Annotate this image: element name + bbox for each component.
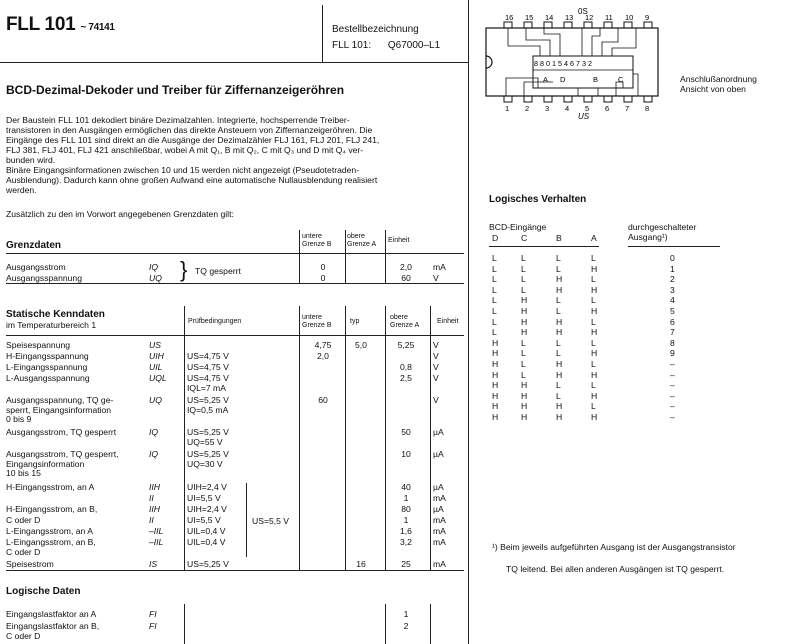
truth-title: Logisches Verhalten (489, 194, 587, 205)
static-cond-row (0, 362, 470, 373)
truth-output-cell: – (670, 359, 675, 369)
truth-input-cell: L (521, 337, 526, 348)
paragraph-line: FLJ 381, FLJ 401, FLJ 421 anschließbar, wobei A mit Q₁, B mit Q₂, C mit Q₃ und D mit Q₄ ver- (6, 145, 364, 155)
truth-output-cell: 3 (670, 284, 675, 295)
static-cell-sym: UIL (149, 362, 163, 372)
static-cell-max: 50 (401, 427, 411, 437)
static-cell-unit: µA (433, 449, 444, 459)
pin (584, 96, 592, 102)
static-cell-name: C oder D (6, 546, 41, 557)
limits-col-min-1: untere (302, 233, 322, 240)
pinout-inner-top: 8 8 0 1 5 4 6 7 3 2 (534, 59, 592, 68)
static-col-unit: Einheit (437, 318, 459, 325)
static-cell-name: Ausgangsspannung, TQ ge- (6, 395, 114, 405)
truth-header-out-2: Ausgang¹) (628, 232, 668, 242)
limits-col-max (347, 233, 376, 249)
paragraph-line: Binäre Eingangsinformationen zwischen 10 und 15 werden nicht angezeigt (Pseudotetraden- (6, 165, 360, 175)
pinout-diagram (478, 4, 668, 122)
static-cell-name: Ausgangsstrom, TQ gesperrt, (6, 449, 119, 459)
truth-output-cell: 0 (670, 253, 675, 263)
truth-input-cell: L (556, 295, 561, 306)
static-cell-sym: US (149, 340, 161, 350)
static-cell-cond: US=5,25 V (187, 395, 229, 405)
pin-number: 10 (625, 13, 634, 22)
static-cell-sym: IIH (149, 504, 160, 514)
truth-rule-in (489, 246, 599, 247)
truth-input-cell: L (492, 316, 497, 327)
static-cell-name: Speisestrom (6, 559, 54, 569)
logic-cell-name: Eingangslastfaktor an A (6, 609, 97, 619)
truth-input-cell: L (556, 263, 561, 274)
pin (504, 22, 512, 28)
pin (504, 96, 512, 102)
static-cell-unit: V (433, 373, 439, 383)
truth-input-cell: H (556, 359, 563, 369)
truth-input-cell: H (556, 316, 563, 327)
limits-brace: } (180, 257, 188, 282)
static-cell-max: 0,8 (400, 362, 412, 372)
paragraph-line: Der Baustein FLL 101 dekodiert binäre Dezimalzahlen. Integrierte, hochsperrende Treiber- (6, 115, 350, 125)
pin-number: 16 (505, 13, 514, 22)
static-cell-max: 40 (401, 482, 411, 492)
truth-input-cell: L (556, 390, 561, 401)
static-cell-max: 1,6 (400, 526, 412, 536)
static-cell-max: 80 (401, 504, 411, 514)
truth-output-cell: 9 (670, 348, 675, 359)
truth-input-cell: L (492, 263, 497, 274)
truth-input-cell: H (521, 316, 528, 327)
truth-col-D: D (492, 233, 499, 243)
pin (604, 22, 612, 28)
truth-input-cell: H (591, 306, 598, 316)
pinout-bottom-label: US (578, 112, 590, 121)
static-cond-row (0, 405, 470, 416)
truth-output-cell: 7 (670, 327, 675, 338)
truth-input-cell: L (521, 253, 526, 263)
pin-number: 14 (545, 13, 554, 22)
static-cell-cond: UIL=0,4 V (187, 537, 226, 547)
pin (544, 22, 552, 28)
truth-input-cell: H (492, 369, 499, 380)
logic-cell-sym: FI (149, 609, 157, 619)
static-title: Statische Kenndaten (6, 309, 105, 320)
static-cell-sym: IQ (149, 427, 159, 437)
limits-col-max-1: obere (347, 233, 365, 240)
truth-input-cell: H (591, 284, 598, 295)
static-cell-sym: IS (149, 559, 158, 569)
static-cell-unit: µA (433, 482, 444, 492)
logic-row (0, 631, 470, 642)
limits-cell-min: 0 (320, 262, 326, 272)
truth-input-cell: H (492, 348, 499, 359)
truth-input-cell: H (521, 412, 528, 422)
static-cell-cond: IQ=0,5 mA (187, 405, 229, 415)
logic-cell-max: 1 (403, 609, 409, 619)
footnote-line-1: ¹) Beim jeweils aufgeführten Ausgang ist der Ausgangstransistor (492, 542, 736, 552)
static-cell-sym: UIH (149, 351, 164, 361)
truth-input-cell: H (556, 369, 563, 380)
pin-number: 9 (645, 13, 650, 22)
part-number: FLL 101 (6, 14, 76, 35)
truth-input-cell: H (521, 306, 528, 316)
static-cond-row (0, 526, 470, 537)
static-cell-unit: mA (433, 537, 446, 547)
static-col-max-2: Grenze A (390, 322, 420, 329)
logic-cell-name: C oder D (6, 631, 41, 641)
truth-rule-out (628, 246, 720, 247)
truth-input-cell: H (521, 380, 528, 391)
static-cell-cond: US=4,75 V (187, 373, 229, 383)
paragraph-line: bunden wird. (6, 155, 56, 165)
truth-input-cell: H (556, 274, 563, 285)
limits-condition: TQ gesperrt (195, 266, 241, 276)
truth-col-C: C (521, 233, 528, 243)
static-cell-unit: mA (433, 559, 446, 569)
static-cell-name: Eingangsinformation (6, 458, 85, 469)
static-cell-cond: UIH=2,4 V (187, 504, 227, 514)
static-cell-max: 1 (403, 493, 409, 503)
pin (584, 22, 592, 28)
static-cell-cond: US=4,75 V (187, 362, 229, 372)
static-cell-name: L-Eingangsspannung (6, 362, 88, 372)
static-cell-cond: UIL=0,4 V (187, 526, 226, 536)
limits-cell-max: 2,0 (400, 262, 412, 272)
truth-output-cell: – (670, 412, 675, 422)
truth-output-cell: 8 (670, 337, 675, 348)
truth-input-cell: H (591, 369, 598, 380)
pin-number: 11 (605, 13, 613, 22)
pin-number: 12 (585, 13, 594, 22)
truth-input-cell: L (492, 327, 497, 338)
static-col-typ: typ (350, 318, 360, 325)
static-cell-cond: UI=5,5 V (187, 515, 221, 525)
static-cell-typ: 5,0 (355, 340, 367, 350)
truth-col-A: A (591, 233, 597, 243)
truth-input-cell: L (556, 306, 561, 316)
truth-input-cell: H (591, 348, 598, 359)
static-cell-max: 25 (401, 559, 411, 569)
static-cell-unit: µA (433, 504, 444, 514)
static-cell-sym: IQ (149, 449, 159, 459)
pin (544, 96, 552, 102)
static-subtitle: im Temperaturbereich 1 (6, 320, 97, 330)
pin (564, 96, 572, 102)
truth-input-cell: H (492, 390, 499, 401)
pin (564, 22, 572, 28)
static-cell-max: 3,2 (400, 537, 412, 547)
truth-input-cell: H (521, 327, 528, 338)
static-cell-name: Speisespannung (6, 340, 71, 350)
limits-cell-name: Ausgangsstrom (6, 262, 66, 272)
pin-number: 13 (565, 13, 574, 22)
static-cell-unit: µA (433, 427, 444, 437)
static-cond-row (0, 482, 470, 493)
static-cell-max: 10 (401, 449, 411, 459)
static-col-max (390, 314, 419, 330)
static-cell-name: 10 bis 15 (6, 468, 41, 478)
limits-cell-unit: mA (433, 262, 446, 272)
static-col-max-1: obere (390, 314, 408, 321)
truth-input-cell: H (521, 390, 528, 401)
order-value (332, 40, 440, 51)
static-cell-sym: –IIL (149, 537, 164, 547)
truth-input-cell: H (591, 390, 598, 401)
truth-input-cell: H (492, 412, 499, 422)
truth-input-cell: L (492, 274, 497, 285)
truth-input-cell: L (591, 295, 596, 306)
static-cell-name: C oder D (6, 515, 41, 525)
static-cell-name: H-Eingangsstrom, an B, (6, 504, 98, 514)
limits-title: Grenzdaten (6, 240, 62, 251)
static-cell-cond: UIH=2,4 V (187, 482, 227, 492)
truth-input-cell: L (556, 253, 561, 263)
static-cell-max: 1 (403, 515, 409, 525)
static-cell-cond: UQ=30 V (187, 459, 223, 469)
static-cell-name: H-Eingangsstrom, an A (6, 482, 95, 492)
part-subtitle: ~ 74141 (80, 22, 115, 33)
static-cell-name: Ausgangsstrom, TQ gesperrt (6, 427, 117, 437)
pin-number: 3 (545, 104, 550, 113)
truth-input-cell: H (591, 412, 598, 422)
limits-cell-min: 0 (320, 273, 326, 283)
static-cell-name: sperrt, Eingangsinformation (6, 404, 112, 415)
truth-input-cell: L (591, 380, 596, 391)
limits-cell-sym: IQ (149, 262, 159, 272)
paragraph-line: Ausblendung). Dadurch kann ohne großen Aufwand eine automatische Nullausblendung realisiert (6, 175, 378, 185)
static-cell-name: L-Eingangsstrom, an B, (6, 537, 96, 547)
truth-col-B: B (556, 233, 562, 243)
truth-input-cell: L (591, 253, 596, 263)
static-cell-cond: UQ=55 V (187, 437, 223, 447)
static-cell-cond: IQL=7 mA (187, 383, 226, 393)
truth-input-cell: H (556, 284, 563, 295)
static-cond-row (0, 493, 470, 504)
pin-number: 4 (565, 104, 570, 113)
static-cond-row (0, 351, 470, 362)
pinout-letter: A (543, 75, 549, 84)
truth-input-cell: H (492, 337, 499, 348)
paragraph-line: Eingänge des FLL 101 sind direkt an die Ausgänge der Dezimalzähler FLJ 161, FLJ 201, FLJ 241, (6, 135, 380, 145)
truth-input-cell: L (492, 295, 497, 306)
pinout-inner-letters (543, 75, 624, 84)
static-cell-unit: V (433, 362, 439, 372)
static-cell-name: L-Ausgangsspannung (6, 373, 90, 383)
truth-input-cell: L (521, 263, 526, 274)
truth-input-cell: H (556, 401, 563, 412)
limits-cell-name: Ausgangsspannung (6, 273, 82, 283)
truth-header-out-1: durchgeschalteter (628, 222, 697, 232)
pin-number: 8 (645, 104, 650, 113)
order-part: FLL 101: (332, 40, 372, 51)
static-bottom-rule (6, 570, 464, 571)
truth-input-cell: L (556, 380, 561, 391)
pin-number: 15 (525, 13, 534, 22)
truth-input-cell: L (521, 274, 526, 285)
static-cell-unit: mA (433, 526, 446, 536)
static-cell-cond: US=5,25 V (187, 559, 229, 569)
limits-col-min (302, 233, 332, 249)
limits-col-max-2: Grenze A (347, 241, 377, 248)
truth-input-cell: L (492, 284, 497, 295)
logic-cell-sym: FI (149, 621, 157, 631)
truth-input-cell: L (591, 401, 596, 412)
logic-cell-name: Eingangslastfaktor an B, (6, 621, 100, 631)
pin-number: 2 (525, 104, 530, 113)
static-col-min-1: untere (302, 314, 322, 321)
pin (624, 96, 632, 102)
truth-input-cell: H (492, 401, 499, 412)
logic-cell-max: 2 (403, 621, 409, 631)
static-cond-row (0, 559, 470, 570)
static-cond-row (0, 383, 470, 394)
truth-output-cell: 6 (670, 316, 675, 327)
static-cond-row (0, 340, 470, 351)
static-cell-sym: IIH (149, 482, 160, 492)
limits-col-unit: Einheit (388, 237, 410, 244)
truth-input-cell: L (556, 348, 561, 359)
truth-input-cell: L (521, 369, 526, 380)
truth-output-cell: – (670, 369, 675, 380)
static-cell-sym: II (149, 493, 154, 503)
truth-output-cell: 5 (670, 306, 675, 316)
static-cond-row (0, 459, 470, 470)
static-cell-cond: US=5,25 V (187, 427, 229, 437)
truth-input-cell: H (521, 295, 528, 306)
limits-col-min-2: Grenze B (302, 241, 332, 248)
static-cell-max: 2,5 (400, 373, 412, 383)
static-cell-cond: US=5,25 V (187, 449, 229, 459)
pin-number: 1 (505, 104, 510, 113)
limits-rule (6, 253, 464, 254)
pin (644, 22, 652, 28)
static-cell-cond: US=4,75 V (187, 351, 229, 361)
pin (624, 22, 632, 28)
static-cell-sym: II (149, 515, 154, 525)
static-cell-unit: V (433, 395, 439, 405)
pin (604, 96, 612, 102)
static-cell-unit: V (433, 351, 439, 361)
limits-cell-unit: V (433, 273, 439, 283)
order-label: Bestellbezeichnung (332, 24, 419, 35)
pinout-letter: D (560, 75, 566, 84)
static-col-min (302, 314, 332, 330)
paragraph-line: werden. (6, 185, 37, 195)
truth-header-out (628, 222, 696, 242)
pinout-caption-1: Anschlußanordnung (680, 74, 757, 84)
static-cell-unit: V (433, 340, 439, 350)
truth-input-cell: H (556, 327, 563, 338)
static-cell-min: 4,75 (314, 340, 332, 350)
truth-input-cell: H (591, 327, 598, 338)
truth-input-cell: L (521, 284, 526, 295)
truth-output-cell: 2 (670, 274, 675, 285)
truth-input-cell: L (556, 337, 561, 348)
pinout-top-label: 0S (578, 7, 588, 16)
truth-input-cell: H (492, 380, 499, 391)
document-heading: BCD-Dezimal-Dekoder und Treiber für Ziffernanzeigeröhren (6, 83, 345, 97)
footnote-line-2: TQ leitend. Bei allen anderen Ausgängen ist TQ gesperrt. (506, 564, 725, 574)
truth-input-cell: L (521, 348, 526, 359)
static-bracket-cond: US=5,5 V (252, 516, 290, 526)
truth-input-cell: L (591, 316, 596, 327)
static-col-cond: Prüfbedingungen (188, 318, 242, 325)
truth-input-cell: H (521, 401, 528, 412)
truth-header-in: BCD-Eingänge (489, 222, 547, 232)
limits-cell-max: 60 (401, 273, 411, 283)
truth-input-cell: H (556, 412, 563, 422)
truth-input-cell: L (492, 253, 497, 263)
static-cell-name: L-Eingangsstrom, an A (6, 526, 93, 536)
logic-row (0, 609, 470, 620)
limits-cell-sym: UQ (149, 273, 162, 283)
pinout-letter: C (618, 75, 624, 84)
static-row (0, 547, 470, 558)
header-rule (0, 62, 468, 63)
logic-title: Logische Daten (6, 586, 81, 597)
static-cell-name: H-Eingangsspannung (6, 351, 89, 361)
part-title (6, 14, 115, 36)
static-cell-min: 2,0 (317, 351, 329, 361)
static-cell-cond: UI=5,5 V (187, 493, 221, 503)
order-code: Q67000–L1 (387, 40, 441, 51)
truth-input-cell: L (591, 337, 596, 348)
pinout-letter: B (593, 75, 599, 84)
pin-number: 5 (585, 104, 590, 113)
pin (524, 22, 532, 28)
static-cond-row (0, 437, 470, 448)
truth-input-cell: L (591, 359, 596, 369)
static-cond-row (0, 515, 470, 526)
truth-input-cell: H (591, 263, 598, 274)
static-cond-row (0, 537, 470, 548)
pin (524, 96, 532, 102)
static-col-min-2: Grenze B (302, 322, 332, 329)
truth-output-cell: – (670, 390, 675, 401)
truth-input-cell: L (492, 306, 497, 316)
intro-paragraph (6, 115, 468, 195)
truth-output-cell: – (670, 380, 675, 391)
truth-input-cell: H (492, 359, 499, 369)
static-cell-typ: 16 (356, 559, 366, 569)
static-cell-sym: UQ (149, 395, 162, 405)
truth-input-cell: L (521, 359, 526, 369)
header-divider (322, 5, 323, 62)
static-cell-min: 60 (318, 395, 328, 405)
truth-output-cell: 1 (670, 263, 675, 274)
pin (644, 96, 652, 102)
truth-input-cell: L (591, 274, 596, 285)
static-cell-unit: mA (433, 515, 446, 525)
pinout-caption-2: Ansicht von oben (680, 84, 746, 94)
static-cond-row (0, 504, 470, 515)
pin-number: 7 (625, 104, 630, 113)
pinout-caption (680, 74, 757, 94)
truth-output-cell: 4 (670, 295, 675, 306)
pin-number: 6 (605, 104, 610, 113)
static-rule (6, 335, 464, 336)
static-cell-name: 0 bis 9 (6, 414, 32, 424)
static-cell-max: 5,25 (397, 340, 415, 350)
limits-intro: Zusätzlich zu den im Vorwort angegebenen Grenzdaten gilt: (6, 209, 234, 219)
static-cell-sym: UQL (149, 373, 167, 383)
static-cell-unit: mA (433, 493, 446, 503)
truth-output-cell: – (670, 401, 675, 412)
paragraph-line: transistoren in den Ausgängen ermöglichen das direkte Ansteuern von Ziffernanzeigeröhren. Die (6, 125, 373, 135)
static-cell-sym: –IIL (149, 526, 164, 536)
